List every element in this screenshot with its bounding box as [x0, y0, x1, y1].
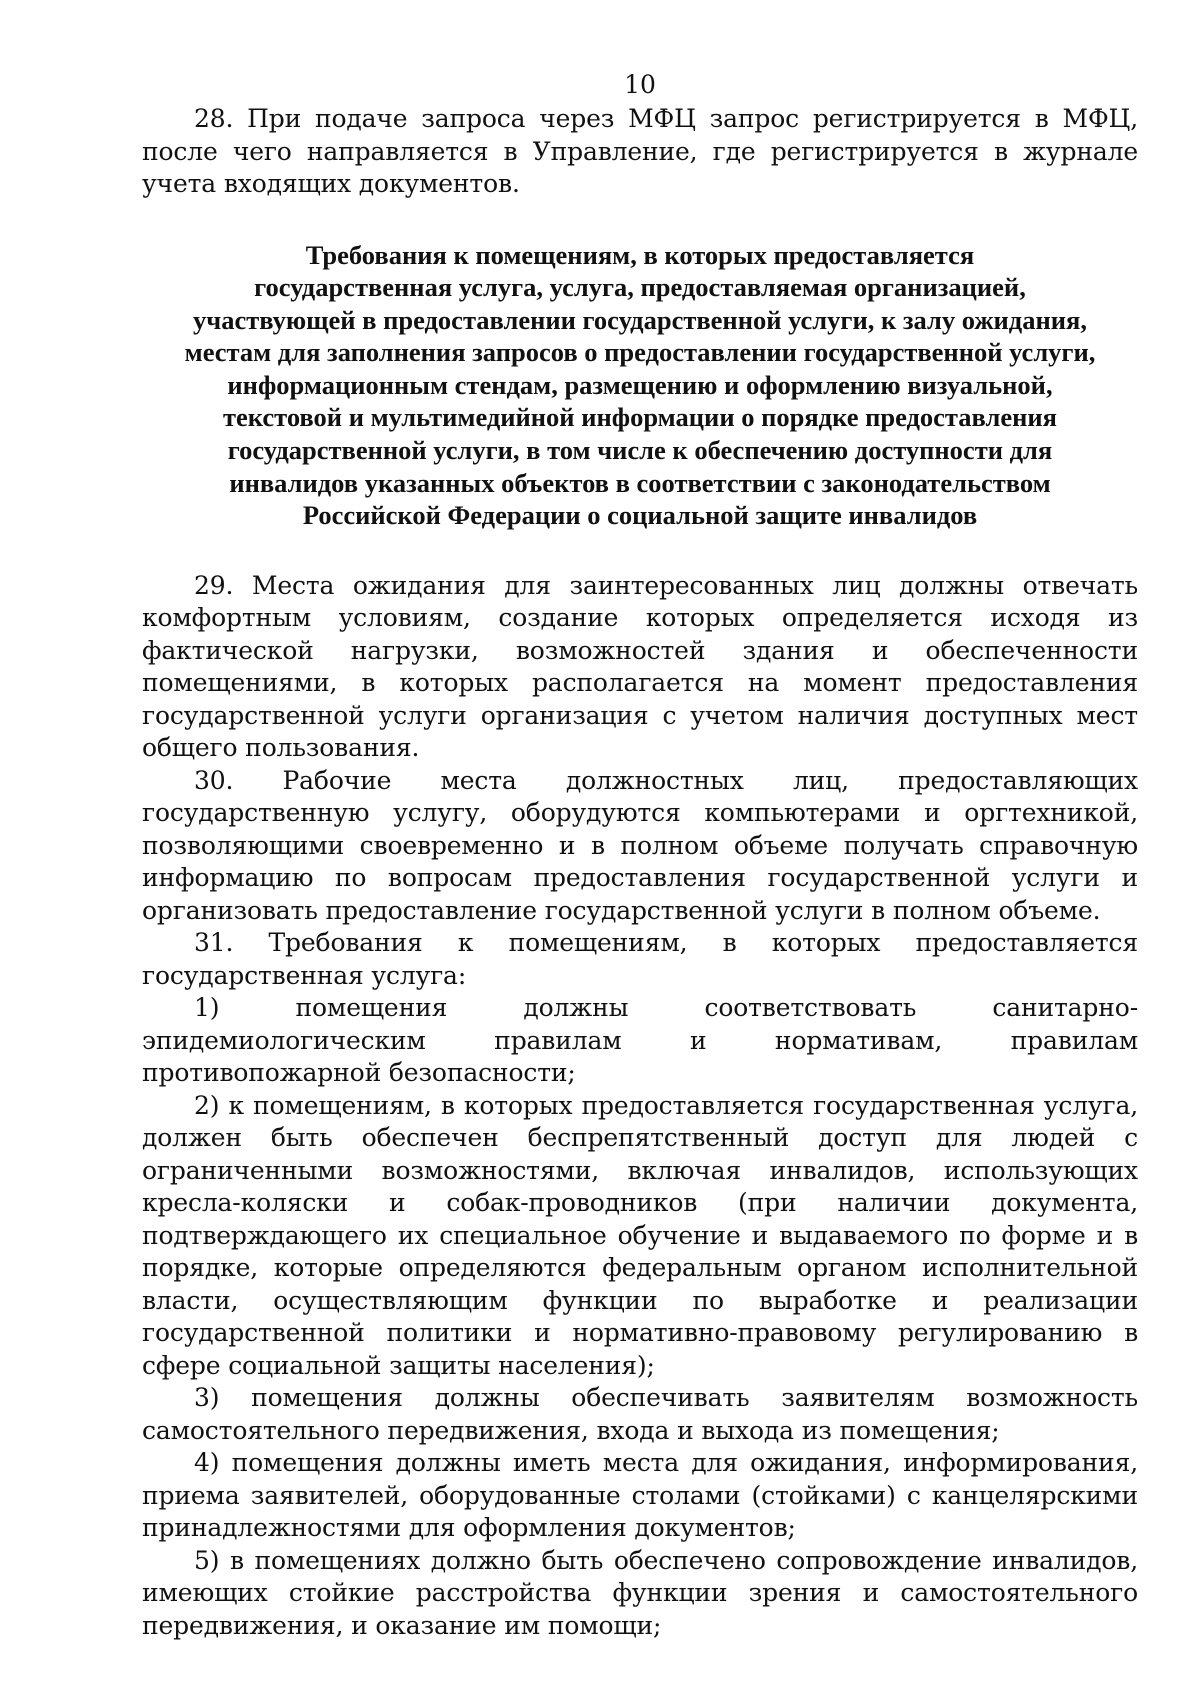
heading-line: Российской Федерации о социальной защите инвалидов [302, 500, 978, 531]
paragraph-30: 30. Рабочие места должностных лиц, предоставляющих государственную услугу, оборудуются компьютерами и оргтехникой, позволяющими своевременно и в полном объеме получать справочную информацию по вопросам предоставления государственной услуги и организовать предоставление государственной услуги в полном объеме. [142, 765, 1138, 925]
paragraph-31: 31. Требования к помещениям, в которых предоставляется государственная услуга: [142, 928, 1138, 990]
page-number: 10 [624, 70, 656, 99]
paragraph-29: 29. Места ожидания для заинтересованных лиц должны отвечать комфортным условиям, создание которых определяется исходя из фактической нагрузки, возможностей здания и обеспеченности помещениями, в которых располагается на момент предоставления государственной услуги организация с учетом наличия доступных мест общего пользования. [142, 570, 1138, 763]
heading-line: государственной услуги, в том числе к обеспечению доступности для [227, 435, 1053, 466]
list-item-5: 5) в помещениях должно быть обеспечено сопровождение инвалидов, имеющих стойкие расстройства функции зрения и самостоятельного передвижения, и оказание им помощи; [142, 1545, 1138, 1640]
heading-line: текстовой и мультимедийной информации о порядке предоставления [223, 402, 1057, 433]
paragraph-28: 28. При подаче запроса через МФЦ запрос регистрируется в МФЦ, после чего направляется в Управление, где регистрируется в журнале учета входящих документов. [142, 104, 1138, 198]
list-item-2: 2) к помещениям, в которых предоставляется государственная услуга, должен быть обеспечен беспрепятственный доступ для людей с ограниченными возможностями, включая инвалидов, использующих кресла-коляски и собак-проводников (при наличии документа, подтверждающего их специальное обучение и выдаваемого по форме и в порядке, которые определяются федеральным органом исполнительной власти, осуществляющим функции по выработке и реализации государственной политики и нормативно-правовому регулированию в сфере социальной защиты населения); [142, 1090, 1138, 1380]
section-heading [142, 239, 1138, 532]
heading-line: участвующей в предоставлении государственной услуги, к залу ожидания, [193, 304, 1087, 335]
list-item-4: 4) помещения должны иметь места для ожидания, информирования, приема заявителей, оборудованные столами (стойками) с канцелярскими принадлежностями для оформления документов; [142, 1448, 1138, 1543]
heading-line: государственная услуга, услуга, предоставляемая организацией, [254, 272, 1026, 303]
heading-line: местам для заполнения запросов о предоставлении государственной услуги, [184, 337, 1096, 368]
heading-line: Требования к помещениям, в которых предоставляется [305, 239, 975, 270]
list-item-3: 3) помещения должны обеспечивать заявителям возможность самостоятельного передвижения, входа и выхода из помещения; [142, 1383, 1138, 1445]
heading-line: инвалидов указанных объектов в соответствии с законодательством [229, 467, 1051, 498]
list-item-1: 1) помещения должны соответствовать санитарно-эпидемиологическим правилам и нормативам, правилам противопожарной безопасности; [142, 993, 1138, 1088]
heading-line: информационным стендам, размещению и оформлению визуальной, [227, 369, 1053, 400]
